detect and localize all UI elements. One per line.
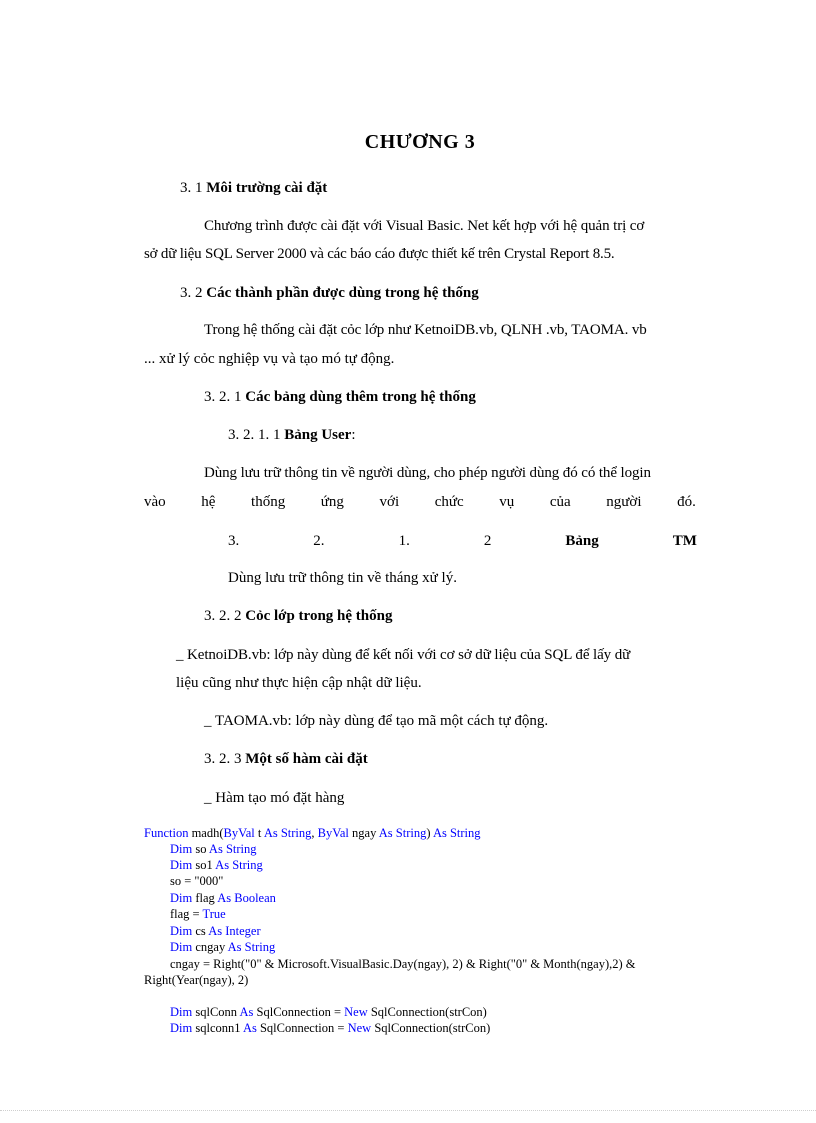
paragraph-line: _ KetnoiDB.vb: lớp này dùng để kết nối với cơ sở dữ liệu của SQL để lấy dữ [176, 647, 631, 663]
heading-text: Các thành phần được dùng trong hệ thống [206, 285, 479, 301]
heading-number: 3. 2 [180, 285, 207, 301]
paragraph-line: Dùng lưu trữ thông tin về người dùng, cho phép người dùng đó có thể login [204, 465, 651, 481]
code-line: Dim flag As Boolean [170, 891, 276, 905]
heading-number: 3. 2. 1. 1 [228, 427, 285, 443]
word: vào [144, 494, 166, 510]
paragraph-line: Trong hệ thống cài đặt cỏc lớp như KetnoiDB.vb, QLNH .vb, TAOMA. vb [204, 322, 647, 338]
heading-number-part: 3. [228, 533, 240, 549]
word: của [549, 494, 571, 510]
heading-number: 3. 2. 2 [204, 608, 246, 624]
heading-3-2-2 [204, 607, 392, 625]
page-bottom-rule [0, 1110, 816, 1111]
heading-suffix: : [351, 427, 356, 443]
heading-text: Một số hàm cài đặt [245, 751, 368, 767]
heading-3-2-1-1 [228, 426, 356, 444]
justified-line [144, 493, 696, 511]
heading-text: Các bảng dùng thêm trong hệ thống [245, 389, 476, 405]
heading-number-part: 1. [398, 533, 410, 549]
code-line: Right(Year(ngay), 2) [144, 973, 249, 987]
heading-3-2-1-2 [228, 532, 697, 550]
word: với [379, 494, 400, 510]
code-line: Dim sqlconn1 As SqlConnection = New SqlConnection(strCon) [170, 1021, 491, 1035]
paragraph-line: liệu cũng như thực hiện cập nhật dữ liệu. [176, 675, 422, 691]
paragraph-line: Dùng lưu trữ thông tin về tháng xử lý. [228, 570, 457, 586]
code-line: Dim sqlConn As SqlConnection = New SqlConnection(strCon) [170, 1005, 487, 1019]
code-line: flag = True [170, 907, 226, 921]
code-line: Dim cs As Integer [170, 924, 261, 938]
paragraph-line: sở dữ liệu SQL Server 2000 và các báo cáo được thiết kế trên Crystal Report 8.5. [144, 246, 615, 262]
heading-text: Bảng User [284, 427, 352, 443]
heading-3-1 [180, 179, 327, 197]
paragraph-line: _ TAOMA.vb: lớp này dùng để tạo mã một cách tự động. [204, 713, 549, 729]
paragraph-line: ... xử lý cỏc nghiệp vụ và tạo mó tự động. [144, 351, 395, 367]
heading-text: Bảng [565, 533, 599, 549]
heading-number-part: 2. [313, 533, 325, 549]
word: thống [251, 494, 286, 510]
word: chức [434, 494, 464, 510]
heading-text: Cỏc lớp trong hệ thống [245, 608, 393, 624]
heading-3-2-3 [204, 750, 368, 768]
heading-3-2-1 [204, 388, 476, 406]
heading-text: Môi trường cài đặt [206, 180, 328, 196]
word: vụ [499, 494, 515, 510]
heading-3-2 [180, 284, 479, 302]
code-line: Dim cngay As String [170, 940, 276, 954]
word: ứng [320, 494, 344, 510]
code-line: Dim so As String [170, 842, 257, 856]
code-line: so = "000" [170, 874, 224, 888]
word: người [606, 494, 642, 510]
heading-text: TM [672, 533, 697, 549]
chapter-title: CHƯƠNG 3 [364, 131, 476, 153]
heading-number: 3. 1 [180, 180, 207, 196]
heading-number: 3. 2. 1 [204, 389, 246, 405]
heading-number: 3. 2. 3 [204, 751, 246, 767]
paragraph-line: _ Hàm tạo mó đặt hàng [204, 790, 345, 806]
word: hệ [201, 494, 216, 510]
code-line: cngay = Right("0" & Microsoft.VisualBasic.Day(ngay), 2) & Right("0" & Month(ngay),2) & [170, 957, 636, 971]
word: đó. [677, 494, 696, 510]
code-line: Function madh(ByVal t As String, ByVal ngay As String) As String [144, 826, 481, 840]
code-line: Dim so1 As String [170, 858, 263, 872]
heading-number-part: 2 [483, 533, 492, 549]
paragraph-line: Chương trình được cài đặt với Visual Basic. Net kết hợp với hệ quản trị cơ [204, 218, 645, 234]
